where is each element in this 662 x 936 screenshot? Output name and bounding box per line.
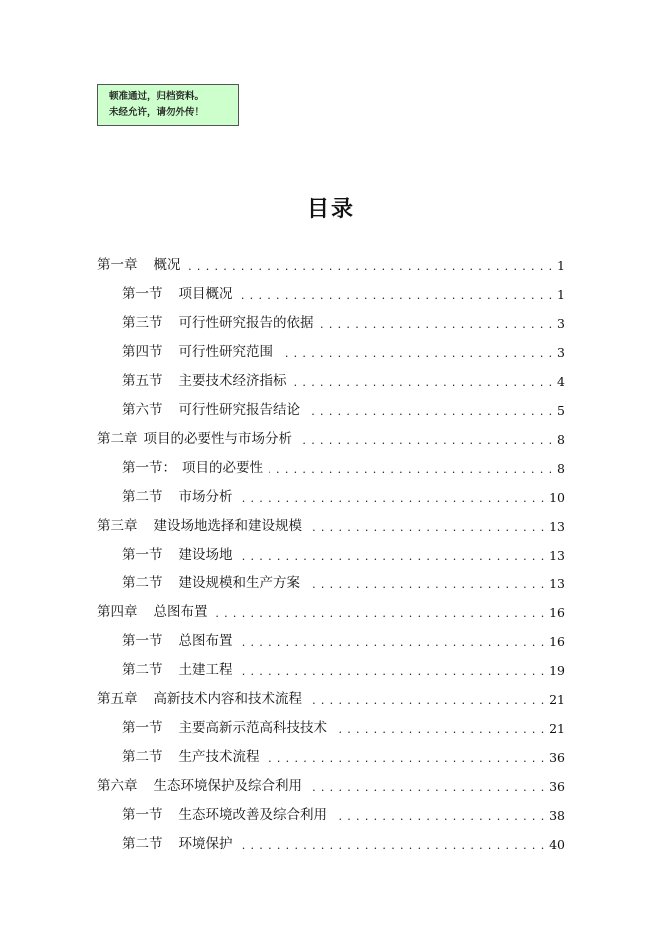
toc-entry-page: 19: [549, 663, 565, 679]
toc-entry-number: 第三节: [122, 314, 163, 331]
toc-entry-title: 建设场地选择和建设规模: [153, 517, 302, 534]
toc-dot-leader: [308, 778, 545, 794]
toc-dot-leader: [239, 489, 546, 505]
toc-entry-number: 第二节: [122, 662, 163, 679]
toc-entry-number: 第四章: [97, 604, 138, 621]
toc-entry-number: 第二章: [97, 430, 138, 447]
confidential-notice: [97, 84, 239, 126]
toc-entry-title: 可行性研究报告结论: [178, 401, 300, 418]
toc-dot-leader: [239, 633, 546, 649]
toc-entry-page: 16: [549, 634, 565, 650]
toc-dot-leader: [239, 662, 546, 678]
toc-entry-page: 3: [557, 344, 565, 360]
toc-entry-page: 3: [557, 315, 565, 331]
toc-entry[interactable]: [97, 514, 565, 534]
toc-entry-title: 总图布置: [153, 604, 208, 621]
toc-entry[interactable]: [122, 745, 565, 765]
toc-entry-page: 36: [549, 779, 565, 795]
toc-entry[interactable]: [122, 398, 565, 418]
toc-dot-leader: [266, 749, 546, 765]
toc-entry[interactable]: [122, 658, 565, 678]
toc-dot-leader: [306, 575, 545, 591]
toc-entry-page: 13: [549, 576, 565, 592]
toc-dot-leader: [320, 315, 554, 331]
toc-entry-number: 第一节：: [122, 459, 176, 476]
toc-dot-leader: [187, 257, 554, 273]
notice-line-1: 顿准通过，归档资料。: [109, 91, 205, 102]
toc-entry[interactable]: [122, 456, 565, 476]
toc-entry-number: 第六节: [122, 401, 163, 418]
toc-entry-number: 第一节: [122, 720, 163, 737]
toc-entry-title: 环境保护: [178, 836, 233, 852]
toc-dot-leader: [239, 547, 546, 563]
toc-entry-title: 项目概况: [178, 285, 233, 302]
toc-entry[interactable]: [97, 253, 565, 273]
toc-entry[interactable]: [97, 687, 565, 707]
toc-entry-page: 13: [549, 518, 565, 534]
toc-entry-number: 第二节: [122, 488, 163, 505]
toc-entry-number: 第六章: [97, 778, 138, 795]
toc-dot-leader: [214, 604, 546, 620]
toc-entry-title: 主要技术经济指标: [178, 372, 287, 389]
toc-dot-leader: [279, 344, 553, 360]
toc-entry-title: 项目的必要性与市场分析: [143, 430, 292, 447]
toc-entry-title: 总图布置: [178, 633, 233, 650]
toc-entry-number: 第三章: [97, 517, 138, 534]
toc-dot-leader: [298, 431, 553, 447]
toc-entry-page: 13: [549, 547, 565, 563]
toc-entry-number: 第一节: [122, 633, 163, 650]
notice-line-2: 未经允许，请勿外传！: [109, 107, 205, 118]
toc-entry-title: 项目的必要性: [182, 459, 263, 476]
toc-entry-title: 可行性研究范围: [178, 343, 273, 360]
toc-entry-page: 1: [557, 286, 565, 302]
toc-entry-number: 第一节: [122, 285, 163, 302]
toc-entry-number: 第二节: [122, 749, 163, 766]
toc-entry-number: 第五节: [122, 372, 163, 389]
toc-entry-title: 可行性研究报告的依据: [178, 314, 314, 331]
toc-entry-page: 21: [549, 692, 565, 708]
toc-entry[interactable]: [122, 369, 565, 389]
toc-entry[interactable]: [122, 543, 565, 563]
toc-dot-leader: [306, 402, 553, 418]
toc-entry-title: 生产技术流程: [178, 749, 260, 766]
toc-entry-number: 第一节: [122, 807, 163, 824]
toc-entry[interactable]: [122, 311, 565, 331]
toc-dot-leader: [269, 460, 553, 476]
toc-entry-number: 第四节: [122, 343, 163, 360]
toc-entry-title: 生态环境保护及综合利用: [153, 778, 302, 795]
toc-entry[interactable]: [122, 803, 565, 823]
toc-entry-page: 38: [549, 808, 565, 824]
toc-entry[interactable]: [122, 629, 565, 649]
toc-entry[interactable]: [122, 832, 565, 852]
toc-entry-page: 1: [557, 258, 565, 273]
toc-entry-page: 4: [557, 373, 565, 389]
toc-entry-page: 8: [557, 460, 565, 476]
toc-entry-page: 5: [557, 402, 565, 418]
toc-dot-leader: [308, 691, 545, 707]
toc-entry[interactable]: [97, 600, 565, 620]
toc-entry-title: 建设场地: [178, 546, 233, 563]
toc-entry-number: 第五章: [97, 691, 138, 708]
toc-entry-number: 第一节: [122, 546, 163, 563]
toc-entry[interactable]: [97, 774, 565, 794]
toc-entry-title: 高新技术内容和技术流程: [153, 691, 302, 708]
toc-dot-leader: [308, 518, 545, 534]
toc-entry-title: 生态环境改善及综合利用: [178, 807, 327, 824]
toc-entry-title: 主要高新示范高科技技术: [178, 720, 327, 737]
toc-entry-title: 建设规模和生产方案: [178, 575, 300, 592]
toc-dot-leader: [239, 286, 554, 302]
toc-entry-title: 土建工程: [178, 662, 233, 679]
page-title: 目录: [306, 197, 355, 222]
toc-entry[interactable]: [122, 571, 565, 591]
toc-entry-page: 36: [549, 750, 565, 766]
toc-entry[interactable]: [122, 716, 565, 736]
toc-dot-leader: [239, 836, 546, 852]
toc-entry[interactable]: [122, 485, 565, 505]
toc-entry-title: 市场分析: [178, 488, 233, 505]
toc-entry-number: 第一章: [97, 257, 138, 273]
toc-dot-leader: [293, 373, 554, 389]
toc-entry[interactable]: [122, 282, 565, 302]
toc-entry[interactable]: [97, 427, 565, 447]
toc-entry-page: 21: [549, 721, 565, 737]
toc-entry-page: 40: [549, 837, 565, 852]
toc-entry[interactable]: [122, 340, 565, 360]
toc-entry-number: 第二节: [122, 836, 163, 852]
toc-dot-leader: [333, 807, 545, 823]
toc-entry-page: 10: [549, 489, 565, 505]
toc-entry-number: 第二节: [122, 575, 163, 592]
toc-dot-leader: [333, 720, 545, 736]
toc-entry-page: 8: [557, 431, 565, 447]
toc-entry-title: 概况: [153, 257, 181, 273]
toc-entry-page: 16: [549, 605, 565, 621]
